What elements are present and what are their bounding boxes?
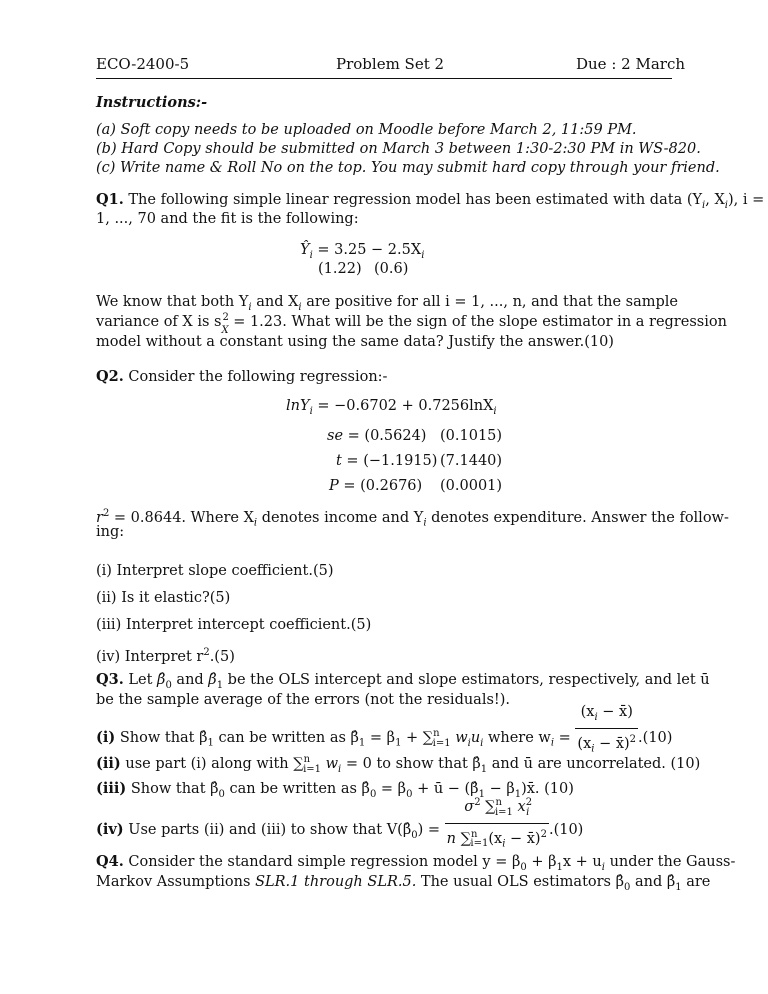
q2-r2-line1: $r^2 = 0.8644$. Where $X_i$ denotes income and $Y_i$ denotes expenditure. Answer the follow- bbox=[96, 508, 729, 529]
q4-line1: Q4. Consider the standard simple regression model $y = \beta_0 + \beta_1x + u_i$ under the Gauss- bbox=[96, 853, 736, 873]
q1-equation: $Ŷ_i = 3.25 - 2.5X_i$ bbox=[300, 242, 425, 261]
q3-line1: Q3. Let $\betâ_0$ and $\betâ_1$ be the OLS intercept and slope estimators, respectively, and let ū bbox=[96, 671, 710, 691]
q4-line2: Markov Assumptions SLR.1 through SLR.5. The usual OLS estimators $\betâ_0$ and $\betâ_1$ are bbox=[96, 874, 711, 893]
instruction-item: (b) Hard Copy should be submitted on March 3 between 1:30-2:30 PM in WS-820. bbox=[96, 141, 701, 157]
q1-line2: 1, ..., 70 and the fit is the following: bbox=[96, 211, 359, 227]
q3-part-iii: (iii) Show that $\betâ_0$ can be written as $\betâ_0 = \beta_0$ + ū − ($\betâ_1$ − $\beta_1)x̄$. (10) bbox=[96, 780, 574, 800]
q1-para-line1: We know that both $Y_i$ and $X_i$ are positive for all i = 1, ..., n, and that the sample bbox=[96, 294, 678, 313]
q3-part-iv: (iv) Use parts (ii) and (iii) to show that $V(\betâ_0)$ = $\frac{\sigma^2 \sum^n_{i=1} x^2_i}{n \sum^n_{i=1}(x_i - x̄)^2}$ .(10) bbox=[96, 806, 583, 854]
q1-label: Q1. bbox=[96, 191, 124, 208]
q2-p-b: (0.0001) bbox=[440, 478, 503, 494]
q1-se1: (1.22) bbox=[318, 261, 362, 277]
q1-line1: Q1. The following simple linear regression model has been estimated with data ($Y_i$, $X_i$), i = bbox=[96, 191, 765, 211]
q2-t-b: (7.1440) bbox=[440, 453, 503, 469]
problem-set-title: Problem Set 2 bbox=[336, 55, 445, 73]
q2-p-row: P = (0.2676) bbox=[329, 478, 423, 494]
instruction-item: (a) Soft copy needs to be uploaded on Moodle before March 2, 11:59 PM. bbox=[96, 122, 637, 138]
q2-part: (ii) Is it elastic?(5) bbox=[96, 590, 231, 606]
q3-label: Q3. bbox=[96, 671, 124, 688]
q2-equation: lnY$_i$ = −0.6702 + 0.7256lnX$_i$ bbox=[286, 398, 497, 417]
q1-para-line3: model without a constant using the same data? Justify the answer.(10) bbox=[96, 334, 614, 350]
q3-line2: be the sample average of the errors (not the residuals!). bbox=[96, 692, 511, 708]
due-date: Due : 2 March bbox=[576, 55, 685, 73]
header-rule bbox=[96, 78, 672, 79]
q2-part: (iii) Interpret intercept coefficient.(5) bbox=[96, 617, 372, 633]
q2-part: (iv) Interpret $r^2.(5)$ bbox=[96, 647, 235, 665]
q2-se-b: (0.1015) bbox=[440, 428, 503, 444]
instructions-heading: Instructions:- bbox=[96, 94, 208, 111]
q2-r2-line2: ing: bbox=[96, 524, 125, 540]
q3-part-ii: (ii) use part (i) along with ∑$^n_{i=1}$ $w_i = 0$ to show that $\betâ_1$ and ū are uncorrelated. (10) bbox=[96, 754, 701, 775]
q2-label: Q2. bbox=[96, 368, 124, 385]
q3-part-i: (i) Show that $\betâ_1$ can be written as $\betâ_1 = \beta_1 + \sum^n_{i=1}$ $w_iu_i$ where $w_i$ = $\frac{(x_i - x̄)}{(x_i - x̄)^2}$ .(10) bbox=[96, 704, 673, 755]
q2-se-row: se = (0.5624) bbox=[327, 428, 427, 444]
course-code: ECO-2400-5 bbox=[96, 55, 190, 73]
q4-label: Q4. bbox=[96, 853, 124, 870]
q1-para-line2: variance of X is s 2 $_X$ = 1.23. What will be the sign of the slope estimator in a regression bbox=[96, 312, 727, 336]
q2-t-row: t = (−1.1915) bbox=[336, 453, 438, 469]
instruction-item: (c) Write name & Roll No on the top. You may submit hard copy through your friend. bbox=[96, 160, 720, 176]
q2-intro: Q2. Consider the following regression:- bbox=[96, 368, 388, 385]
q2-part: (i) Interpret slope coefficient.(5) bbox=[96, 563, 334, 579]
q1-se2: (0.6) bbox=[374, 261, 409, 277]
